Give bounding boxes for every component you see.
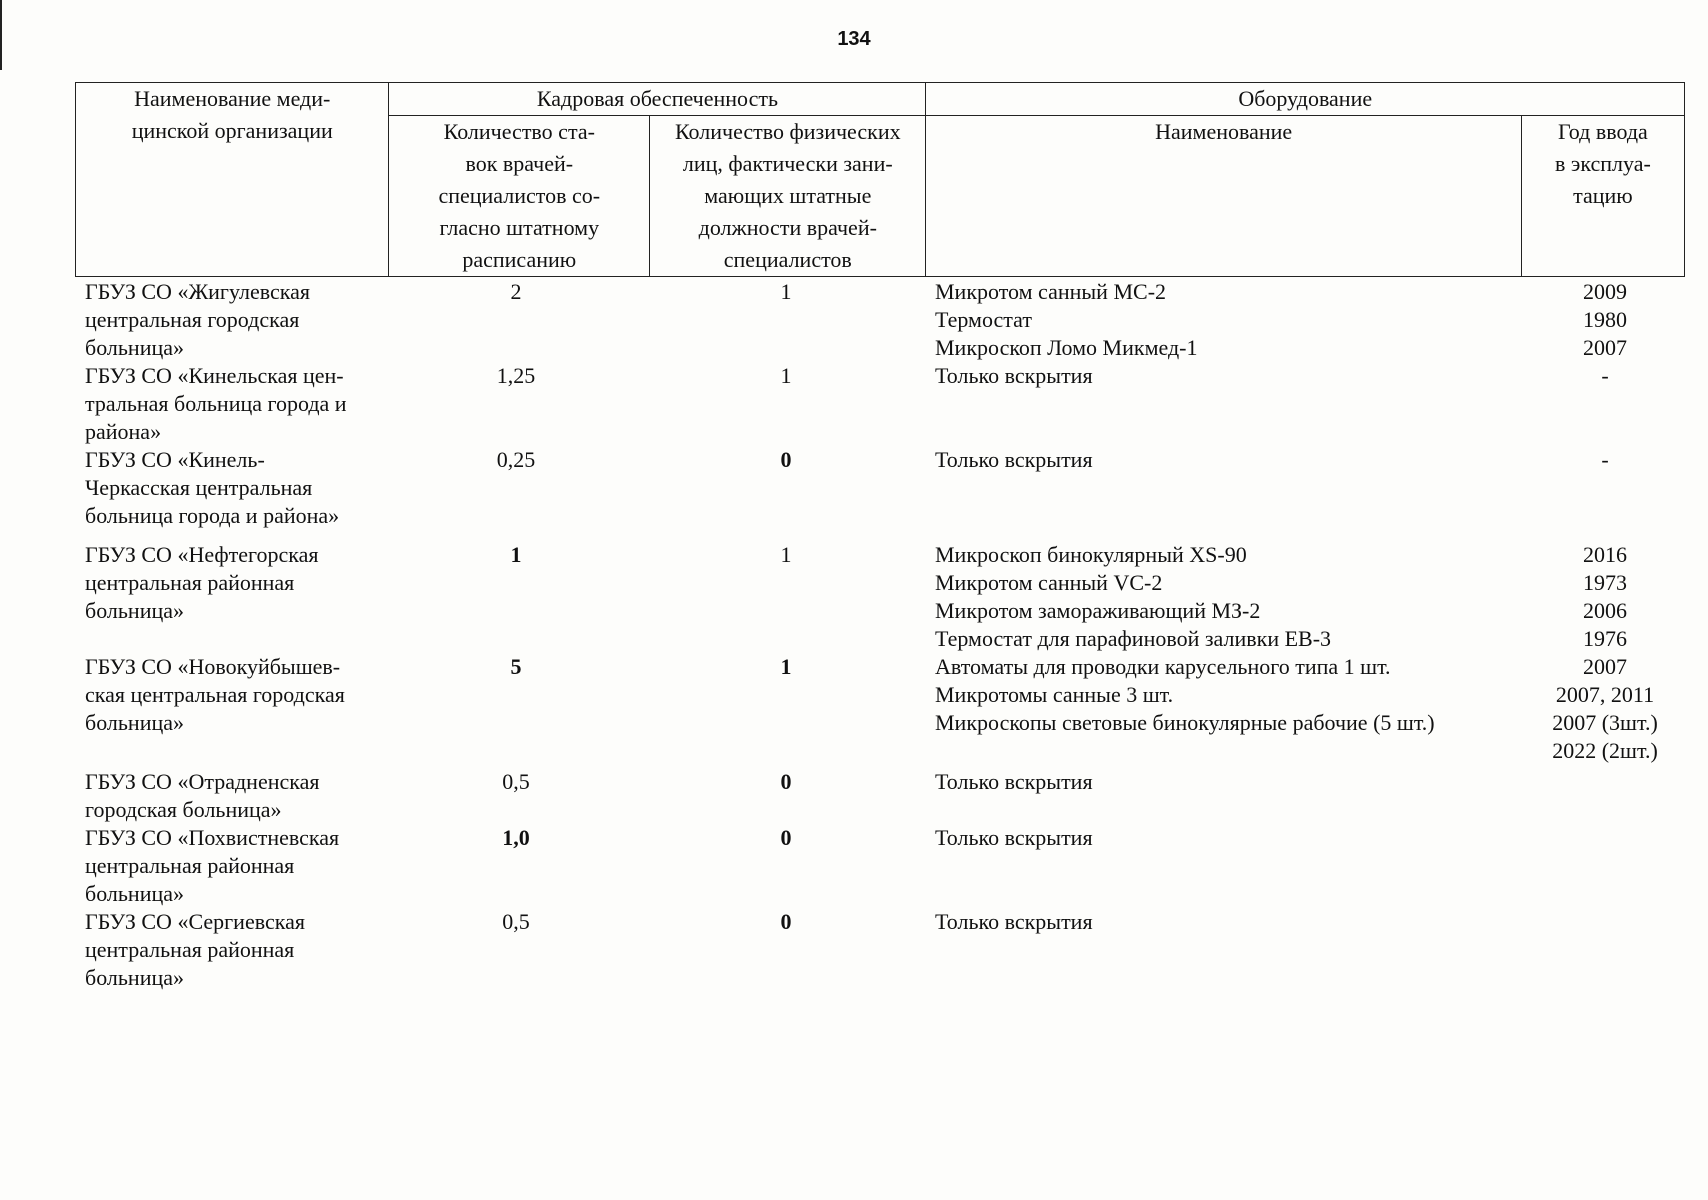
equipment-year-cell <box>1525 541 1685 653</box>
header-equip-year <box>1521 116 1684 277</box>
equipment-year-cell <box>1525 278 1685 362</box>
equipment-line: Только вскрытия <box>935 908 1093 934</box>
header-line: вок врачей- <box>465 151 574 176</box>
staff-persons-cell: 1 <box>780 363 792 388</box>
staff-persons-cell: 0 <box>780 768 792 794</box>
equipment-line: Только вскрытия <box>935 447 1093 472</box>
header-staff-rates <box>389 116 650 277</box>
equipment-year-cell <box>1525 824 1685 908</box>
table-row <box>75 653 1685 768</box>
header-line: тацию <box>1573 183 1633 208</box>
org-name-cell <box>75 446 385 541</box>
staff-rates-cell: 0,25 <box>496 447 536 472</box>
org-name-line: тральная больница города и <box>85 391 347 416</box>
table-row <box>75 278 1685 362</box>
staff-rates-cell: 0,5 <box>502 768 530 794</box>
equipment-name-cell <box>925 541 1525 653</box>
year-line: 2007, 2011 <box>1555 682 1655 708</box>
header-staff-persons <box>650 116 926 277</box>
staff-persons-cell: 1 <box>780 542 792 568</box>
header-line: Наименование меди- <box>134 86 331 111</box>
org-name-line: ГБУЗ СО «Кинельская цен- <box>85 363 344 388</box>
equipment-line: Автоматы для проводки карусельного типа 1 шт. <box>935 654 1391 680</box>
equipment-line: Микроскоп Ломо Микмед-1 <box>935 335 1198 360</box>
header-line: Количество ста- <box>443 119 595 144</box>
equipment-name-cell <box>925 768 1525 824</box>
org-name-line: ГБУЗ СО «Сергиевская <box>85 908 305 934</box>
header-line: Количество физических <box>674 119 901 144</box>
header-line: должности врачей- <box>698 215 877 240</box>
org-name-line: ская центральная городская <box>85 682 345 708</box>
equipment-name-cell <box>925 653 1525 768</box>
table-header <box>75 82 1685 277</box>
table-row <box>75 541 1685 653</box>
header-staff-persons-text <box>654 116 921 276</box>
header-org <box>76 83 389 277</box>
header-line: специалистов <box>723 247 852 272</box>
equipment-line: Микротом замораживающий МЗ-2 <box>935 598 1261 624</box>
org-name-line: больница» <box>85 964 184 990</box>
year-line: 2007 <box>1583 335 1627 360</box>
equipment-year-cell <box>1525 653 1685 768</box>
staff-rates-cell: 0,5 <box>502 908 530 934</box>
header-line: специалистов со- <box>438 183 601 208</box>
equipment-line: Микротомы санные 3 шт. <box>935 682 1174 708</box>
staff-rates-cell: 1,0 <box>502 824 530 850</box>
equipment-name-cell <box>925 362 1525 446</box>
header-equip-name: Наименование <box>926 116 1521 277</box>
table-row <box>75 768 1685 824</box>
equipment-name-cell <box>925 824 1525 908</box>
org-name-line: городская больница» <box>85 796 282 822</box>
org-name-line: больница» <box>85 710 184 736</box>
year-line: - <box>1601 363 1609 388</box>
year-line: - <box>1601 447 1609 472</box>
org-name-line: больница» <box>85 335 184 360</box>
staff-rates-cell: 1 <box>510 542 522 568</box>
org-name-line: ГБУЗ СО «Новокуйбышев- <box>85 654 341 680</box>
org-name-line: больница» <box>85 598 184 624</box>
org-name-line: центральная районная <box>85 936 295 962</box>
equipment-line: Только вскрытия <box>935 363 1093 388</box>
org-name-cell <box>75 768 385 824</box>
year-line: 2006 <box>1583 598 1627 624</box>
equipment-line: Только вскрытия <box>935 824 1093 850</box>
org-name-cell <box>75 908 385 992</box>
year-line: 2016 <box>1583 542 1627 568</box>
equipment-year-cell <box>1525 908 1685 992</box>
org-name-line: центральная районная <box>85 852 295 878</box>
header-equip-year-text <box>1526 116 1680 212</box>
header-org-text <box>80 83 384 147</box>
header-line: цинской организации <box>131 118 333 143</box>
header-equipment: Оборудование <box>926 83 1685 116</box>
year-line: 1976 <box>1583 626 1627 652</box>
org-name-cell <box>75 653 385 768</box>
year-line: 2007 (3шт.) <box>1552 710 1658 736</box>
header-line: гласно штатному <box>439 215 600 240</box>
staff-persons-cell: 0 <box>780 447 792 472</box>
equipment-line: Микроскопы световые бинокулярные рабочие (5 шт.) <box>935 710 1435 736</box>
staff-rates-cell: 2 <box>510 279 522 304</box>
org-name-line: центральная городская <box>85 307 300 332</box>
equipment-year-cell <box>1525 362 1685 446</box>
equipment-year-cell <box>1525 446 1685 541</box>
org-name-cell <box>75 541 385 653</box>
org-name-line: ГБУЗ СО «Жигулевская <box>85 279 310 304</box>
org-name-line: района» <box>85 419 162 444</box>
equipment-name-cell <box>925 908 1525 992</box>
year-line: 2022 (2шт.) <box>1552 738 1658 764</box>
table-row <box>75 824 1685 908</box>
header-staff-rates-text <box>393 116 645 276</box>
org-name-line: больница» <box>85 880 184 906</box>
org-name-line: Черкасская центральная <box>85 475 313 500</box>
year-line: 1973 <box>1583 570 1627 596</box>
equipment-line: Микроскоп бинокулярный XS-90 <box>935 542 1247 568</box>
org-name-cell <box>75 362 385 446</box>
table-row <box>75 446 1685 541</box>
org-name-cell <box>75 824 385 908</box>
org-name-line: ГБУЗ СО «Отрадненская <box>85 768 320 794</box>
org-name-line: ГБУЗ СО «Похвистневская <box>85 824 340 850</box>
year-line: 2007 <box>1583 654 1627 680</box>
header-line: в эксплуа- <box>1555 151 1651 176</box>
staff-rates-cell: 1,25 <box>496 363 536 388</box>
year-line: 2009 <box>1583 279 1627 304</box>
staff-persons-cell: 1 <box>780 654 792 680</box>
header-line: мающих штатные <box>704 183 872 208</box>
staff-persons-cell: 1 <box>780 279 792 304</box>
equipment-line: Термостат для парафиновой заливки ЕВ-3 <box>935 626 1332 652</box>
org-name-line: больница города и района» <box>85 503 340 528</box>
page-number: 134 <box>837 28 871 50</box>
org-name-line: ГБУЗ СО «Кинель- <box>85 447 265 472</box>
header-line: расписанию <box>462 247 577 272</box>
staff-persons-cell: 0 <box>780 824 792 850</box>
table-row <box>75 362 1685 446</box>
staff-persons-cell: 0 <box>780 908 792 934</box>
equipment-name-cell <box>925 278 1525 362</box>
org-name-line: центральная районная <box>85 570 295 596</box>
year-line: 1980 <box>1583 307 1627 332</box>
org-name-cell <box>75 278 385 362</box>
header-line: лиц, фактически зани- <box>682 151 893 176</box>
equipment-year-cell <box>1525 768 1685 824</box>
header-line: Год ввода <box>1558 119 1648 144</box>
equipment-name-cell <box>925 446 1525 541</box>
equipment-line: Термостат <box>935 307 1032 332</box>
table-body <box>75 278 1685 992</box>
equipment-line: Микротом санный МС-2 <box>935 279 1167 304</box>
equipment-line: Только вскрытия <box>935 768 1093 794</box>
header-staffing: Кадровая обеспеченность <box>389 83 926 116</box>
table-row <box>75 908 1685 992</box>
org-name-line: ГБУЗ СО «Нефтегорская <box>85 542 319 568</box>
equipment-line: Микротом санный VC-2 <box>935 570 1163 596</box>
staff-rates-cell: 5 <box>510 654 522 680</box>
